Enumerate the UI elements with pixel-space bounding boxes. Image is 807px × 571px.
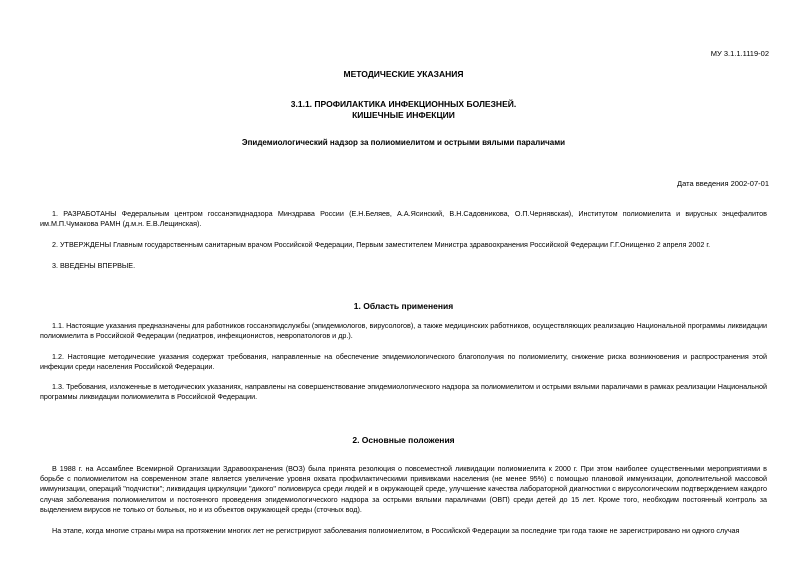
section-line-2: КИШЕЧНЫЕ ИНФЕКЦИИ [352,110,455,120]
section-1-paragraph-3: 1.3. Требования, изложенные в методических указаниях, направлены на совершенствование эпидемиологического надзора за полиомиелитом и острыми вялыми параличами в рамках реализации Национальной программы ликвидации полиомиелита в Российской Федерации. [40,382,767,402]
document-title: Эпидемиологический надзор за полиомиелитом и острыми вялыми параличами [241,138,566,147]
section-2-paragraph-2: На этапе, когда многие страны мира на протяжении многих лет не регистрируют заболевания полиомиелитом, в Российской Федерации за последние три года также не зарегистрировано ни одного случая [52,526,740,535]
section-line-1: 3.1.1. ПРОФИЛАКТИКА ИНФЕКЦИОННЫХ БОЛЕЗНЕЙ. [290,99,517,109]
section-2-heading: 2. Основные положения [352,435,455,445]
preamble-item-1: 1. РАЗРАБОТАНЫ Федеральным центром госсанэпиднадзора Минздрава России (Е.Н.Беляев, А.А.Ясинский, В.Н.Садовникова, О.П.Чернявская), Институтом полиомиелита и вирусных энцефалитов им.М.П.Чумакова РАМН (д.м.н. Е.В.Лещинская). [40,209,767,229]
preamble-item-3: 3. ВВЕДЕНЫ ВПЕРВЫЕ. [52,261,136,270]
section-1-paragraph-1: 1.1. Настоящие указания предназначены для работников госсанэпидслужбы (эпидемиологов, вирусологов), а также медицинских работников, осуществляющих реализацию Национальной программы ликвидации полиомиелита в Российской Федерации (педиатров, инфекционистов, невропатологов и др.). [40,321,767,341]
section-1-heading: 1. Область применения [353,301,454,311]
preamble-item-2: 2. УТВЕРЖДЕНЫ Главным государственным санитарным врачом Российской Федерации, Первым заместителем Министра здравоохранения Российской Федерации Г.Г.Онищенко 2 апреля 2002 г. [52,240,711,249]
document-type: МЕТОДИЧЕСКИЕ УКАЗАНИЯ [343,69,464,79]
effective-date: Дата введения 2002-07-01 [677,179,769,188]
section-1-paragraph-2: 1.2. Настоящие методические указания содержат требования, направленные на обеспечение эпидемиологического благополучия по полиомиелиту, снижение риска возникновения и распространения этой инфекции среди населения Российской Федерации. [40,352,767,372]
section-heading-block [0,99,807,121]
section-2-paragraph-1: В 1988 г. на Ассамблее Всемирной Организации Здравоохранения (ВОЗ) была принята резолюция о повсеместной ликвидации полиомиелита к 2000 г. При этом наиболее существенными мероприятиями в борьбе с полиомиелитом на современном этапе является увеличение уровня охвата профилактическими прививками населения (не менее 95%) с помощью плановой иммунизации, дополнительной массовой иммунизации, операций "подчистки"; ликвидация циркуляции "дикого" полиовируса среди людей и в окружающей среде, улучшение качества лабораторной диагностики с вирусологическим подтверждением каждого случая заболевания полиомиелитом и постоянного проведения эпидемиологического надзора за острыми вялыми параличами (ОВП) среди детей до 15 лет. Кроме того, необходим постоянный контроль за выделением вирусов не только от больных, но и из объектов окружающей среды (сточных вод). [40,464,767,514]
document-code: МУ 3.1.1.1119-02 [710,49,769,58]
